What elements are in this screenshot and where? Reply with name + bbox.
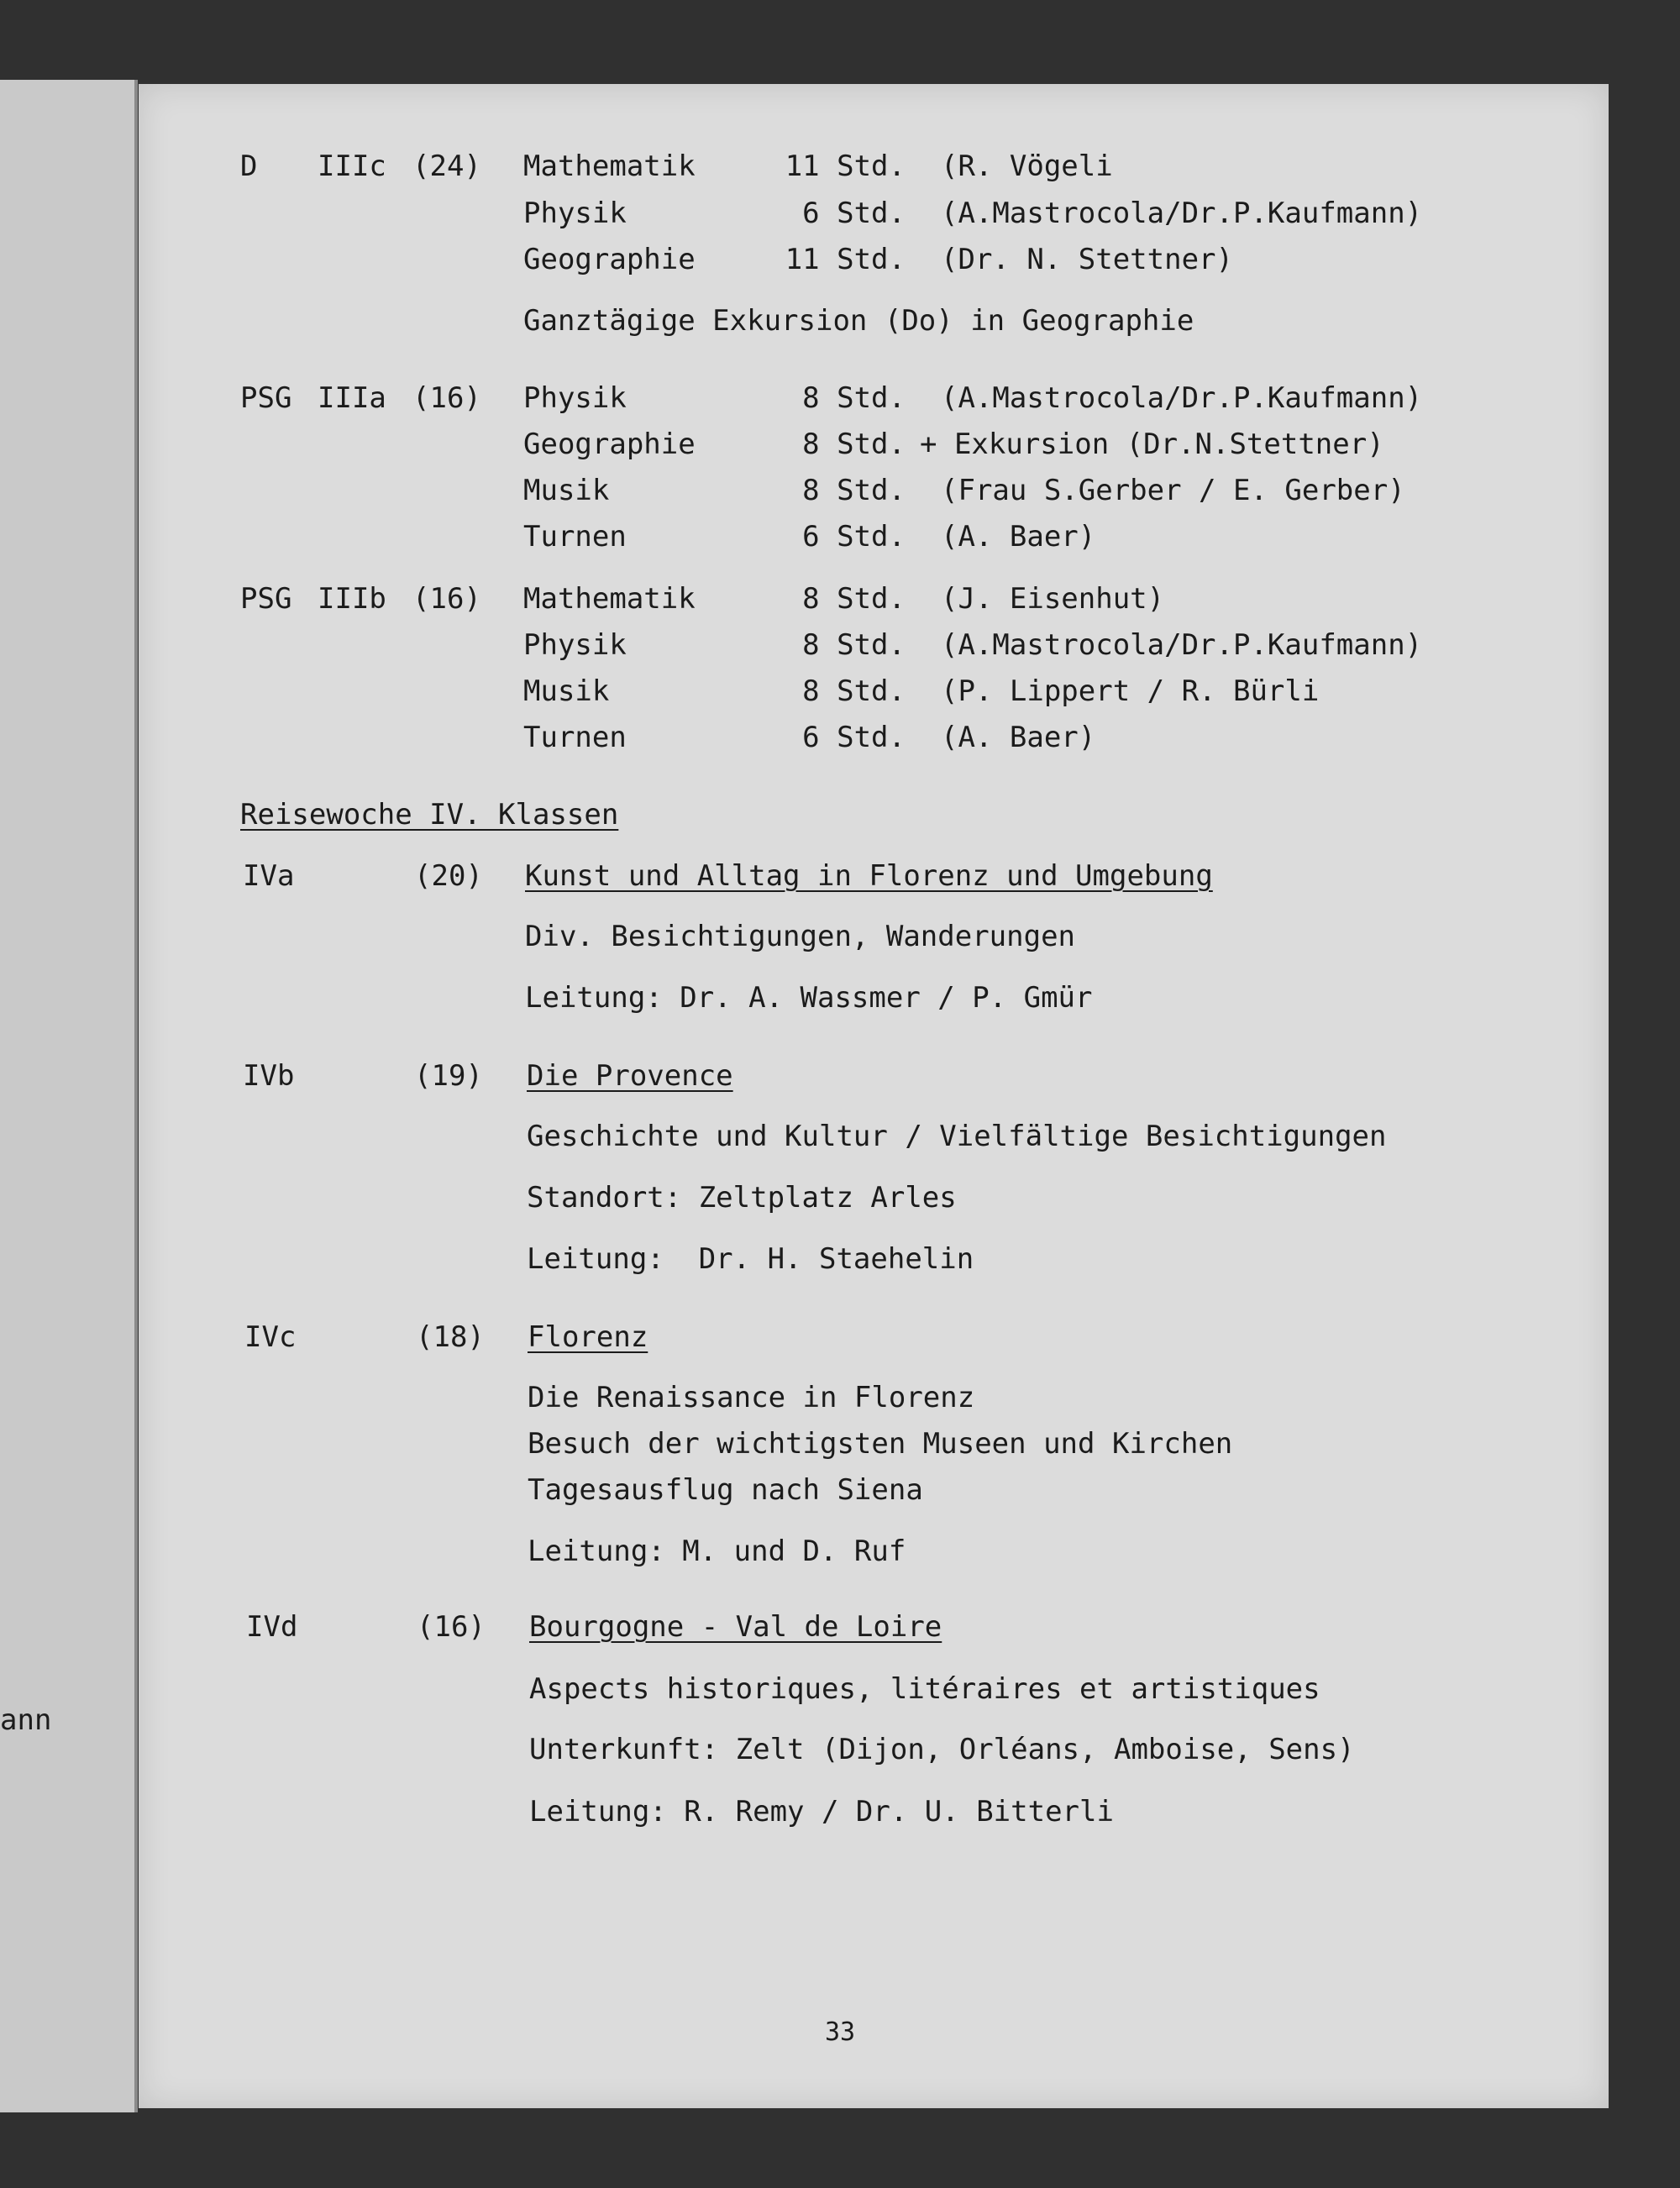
block-class: IIIb [318,582,386,616]
page-number: 33 [825,2017,856,2047]
trip-line: Geschichte und Kultur / Vielfältige Besichtigungen [527,1120,1387,1153]
class-label: IVc [244,1320,297,1354]
block-label: PSG [240,381,292,415]
teacher: (Dr. N. Stettner) [941,243,1233,276]
trip-line: Leitung: Dr. A. Wassmer / P. Gmür [525,981,1093,1015]
hours: 8 Std. [802,674,906,708]
trip-line: Standort: Zeltplatz Arles [527,1181,957,1215]
subject: Physik [523,628,627,662]
hours: 8 Std. [802,582,906,616]
trip-line: Leitung: Dr. H. Staehelin [527,1242,974,1276]
hours: 8 Std. [802,381,906,415]
section-heading: Reisewoche IV. Klassen [240,798,619,832]
subject: Turnen [523,721,627,754]
block-class: IIIa [318,381,386,415]
trip-line: Tagesausflug nach Siena [528,1473,923,1507]
left-page-edge [0,80,138,2112]
teacher: (A.Mastrocola/Dr.P.Kaufmann) [941,381,1423,415]
trip-line: Div. Besichtigungen, Wanderungen [525,920,1076,953]
teacher: (A. Baer) [941,520,1096,554]
block-label: D [240,150,258,183]
trip-title: Florenz [528,1320,648,1354]
class-count: (18) [416,1320,485,1354]
block-class: IIIc [318,150,386,183]
class-count: (20) [414,859,483,893]
trip-title: Die Provence [527,1059,733,1093]
left-page-text-fragment: ann [0,1703,52,1737]
subject: Musik [523,474,610,507]
hours: 6 Std. [802,197,906,230]
trip-line: Aspects historiques, litéraires et artistiques [529,1672,1320,1706]
hours: 8 Std. [802,628,906,662]
trip-title: Kunst und Alltag in Florenz und Umgebung [525,859,1213,893]
teacher: (Frau S.Gerber / E. Gerber) [941,474,1405,507]
teacher: (A. Baer) [941,721,1096,754]
block-count: (16) [412,381,481,415]
teacher: (R. Vögeli [941,150,1113,183]
document-page [139,84,1609,2108]
subject: Mathematik [523,150,696,183]
trip-line: Besuch der wichtigsten Museen und Kirchen [528,1427,1233,1461]
class-label: IVa [243,859,295,893]
hours: 11 Std. [785,150,906,183]
subject: Geographie [523,243,696,276]
teacher: (A.Mastrocola/Dr.P.Kaufmann) [941,197,1423,230]
teacher: (P. Lippert / R. Bürli [941,674,1320,708]
block-note: Ganztägige Exkursion (Do) in Geographie [523,304,1194,338]
class-label: IVd [246,1610,298,1644]
block-count: (24) [412,150,481,183]
trip-line: Unterkunft: Zelt (Dijon, Orléans, Amboise, Sens) [529,1733,1355,1766]
class-count: (19) [414,1059,483,1093]
trip-title: Bourgogne - Val de Loire [529,1610,942,1644]
subject: Mathematik [523,582,696,616]
subject: Geographie [523,428,696,461]
subject: Physik [523,197,627,230]
trip-line: Leitung: R. Remy / Dr. U. Bitterli [529,1795,1114,1829]
hours: 11 Std. [785,243,906,276]
teacher: (A.Mastrocola/Dr.P.Kaufmann) [941,628,1423,662]
subject: Turnen [523,520,627,554]
hours: 8 Std. [802,428,906,461]
hours: 6 Std. [802,721,906,754]
subject: Physik [523,381,627,415]
trip-line: Leitung: M. und D. Ruf [528,1535,906,1568]
teacher: (J. Eisenhut) [941,582,1165,616]
class-label: IVb [243,1059,295,1093]
hours: 6 Std. [802,520,906,554]
hours: 8 Std. [802,474,906,507]
subject: Musik [523,674,610,708]
class-count: (16) [417,1610,486,1644]
trip-line: Die Renaissance in Florenz [528,1381,975,1414]
block-count: (16) [412,582,481,616]
block-label: PSG [240,582,292,616]
teacher: + Exkursion (Dr.N.Stettner) [920,428,1384,461]
